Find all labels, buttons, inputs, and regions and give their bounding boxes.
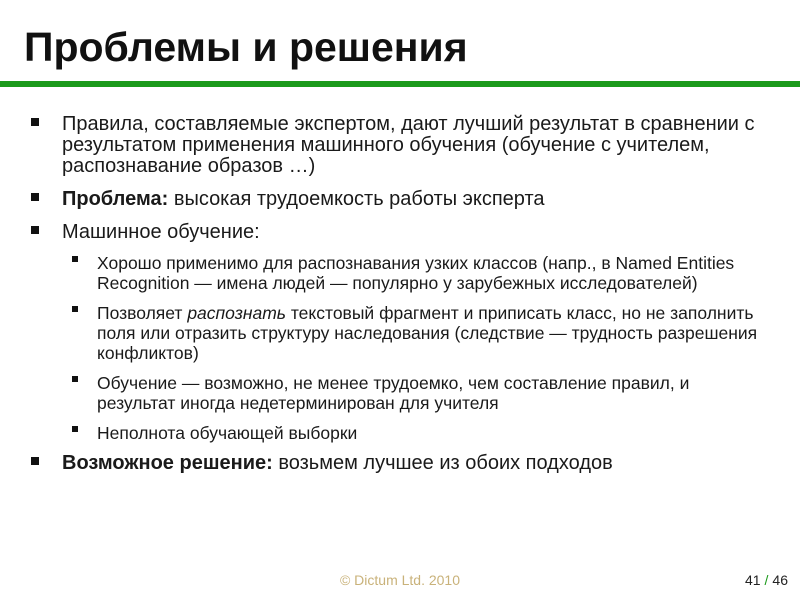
sub-bullet-item — [72, 303, 770, 363]
bullet-text: возьмем лучшее из обоих подходов — [272, 452, 613, 474]
page-total: 46 — [772, 572, 788, 588]
sub-bullet-square-icon — [72, 306, 78, 312]
sub-bullet-square-icon — [72, 376, 78, 382]
bullet-square-icon — [31, 193, 39, 201]
sub-bullet-list — [30, 253, 770, 443]
bullet-text: Машинное обучение: — [62, 221, 260, 243]
bullet-item — [30, 222, 770, 243]
bullet-bold-label: Проблема: — [62, 188, 169, 210]
bullet-item — [30, 189, 770, 210]
sub-bullet-text: Неполнота обучающей выборки — [97, 423, 358, 443]
sub-bullet-square-icon — [72, 426, 78, 432]
bullet-square-icon — [31, 118, 39, 126]
footer-copyright: © Dictum Ltd. 2010 — [339, 572, 461, 588]
bullet-text: Правила, составляемые экспертом, дают лучший результат в сравнении с результатом применения машинного обучения (обучение с учителем, распознавание образов …) — [62, 113, 755, 177]
sub-bullet-square-icon — [72, 256, 78, 262]
page-current: 41 — [744, 572, 761, 588]
sub-bullet-text: текстовый фрагмент и приписать класс, но не заполнить поля или отразить структуру наследования (следствие — трудность разрешения конфликтов) — [97, 303, 758, 363]
sub-bullet-text: Обучение — возможно, не менее трудоемко, чем составление правил, и результат иногда недетерминирован для учителя — [97, 373, 690, 413]
slide-content — [30, 114, 770, 486]
bullet-item — [30, 453, 770, 474]
bullet-text: высокая трудоемкость работы эксперта — [168, 188, 545, 210]
sub-bullet-text: Позволяет — [97, 303, 188, 323]
slide-title: Проблемы и решения — [24, 24, 468, 70]
sub-bullet-italic-text: распознать — [187, 303, 286, 323]
bullet-square-icon — [31, 457, 39, 465]
page-separator: / — [764, 572, 769, 588]
page-number — [745, 572, 788, 588]
sub-bullet-item — [72, 253, 770, 293]
bullet-bold-label: Возможное решение: — [62, 452, 273, 474]
bullet-item — [30, 114, 770, 177]
bullet-square-icon — [31, 226, 39, 234]
title-underline — [0, 81, 800, 87]
sub-bullet-item — [72, 373, 770, 413]
sub-bullet-text: Хорошо применимо для распознавания узких классов (напр., в Named Entities Recognition — имена людей — популярно у зарубежных исследователей) — [97, 253, 735, 293]
sub-bullet-item — [72, 423, 770, 443]
